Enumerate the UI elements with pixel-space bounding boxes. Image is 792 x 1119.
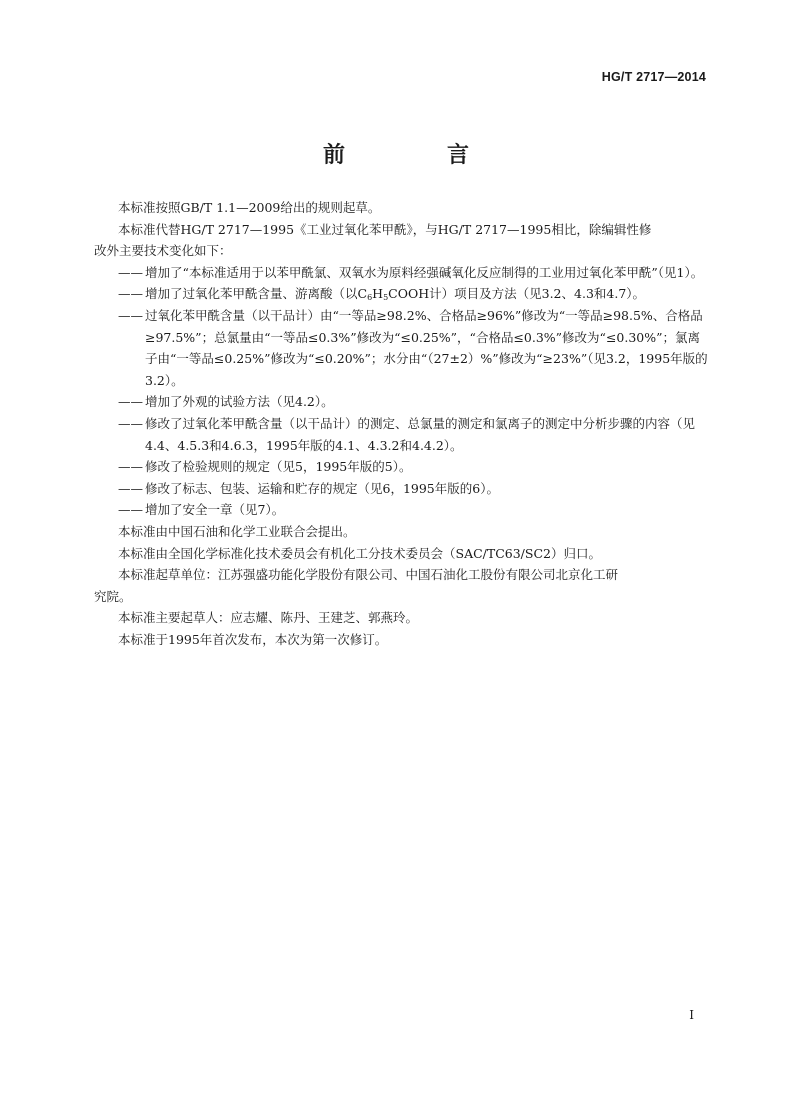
list-item-text: 修改了过氧化苯甲酰含量（以干品计）的测定、总氯量的测定和氯离子的测定中分析步骤的内容（见4.4、4.5.3和4.6.3，1995年版的4.1、4.3.2和4.4.2）。 bbox=[145, 415, 696, 453]
paragraph-continuation: 究院。 bbox=[94, 588, 132, 604]
list-item-text: 增加了“本标准适用于以苯甲酰氯、双氧水为原料经强碱氧化反应制得的工业用过氧化苯甲酰”（见1）。 bbox=[145, 264, 704, 280]
dash-marker: —— bbox=[118, 459, 143, 475]
list-item bbox=[118, 499, 712, 521]
paragraph bbox=[118, 219, 712, 241]
foreword-body bbox=[94, 197, 712, 650]
list-item bbox=[118, 478, 712, 500]
paragraph: 本标准由中国石油和化学工业联合会提出。 bbox=[118, 523, 356, 539]
list-item-text: 修改了检验规则的规定（见5，1995年版的5）。 bbox=[145, 459, 412, 475]
page-number: I bbox=[689, 1008, 694, 1022]
dash-marker: —— bbox=[118, 394, 143, 410]
dash-marker: —— bbox=[118, 286, 143, 302]
page-title: 前 言 bbox=[322, 142, 509, 168]
list-item bbox=[118, 391, 712, 413]
dash-marker: —— bbox=[118, 415, 143, 431]
dash-marker: —— bbox=[118, 264, 143, 280]
list-item bbox=[118, 456, 712, 478]
list-item bbox=[118, 305, 712, 391]
list-item-text: 增加了外观的试验方法（见4.2）。 bbox=[145, 394, 334, 410]
list-item bbox=[118, 262, 712, 284]
paragraph: 本标准主要起草人：应志耀、陈丹、王建芝、郭燕玲。 bbox=[118, 610, 419, 626]
standard-code: HG/T 2717—2014 bbox=[601, 70, 706, 84]
dash-marker: —— bbox=[118, 502, 143, 518]
dash-marker: —— bbox=[118, 307, 143, 323]
list-item-text: 增加了安全一章（见7）。 bbox=[145, 502, 285, 518]
list-item-text: 过氧化苯甲酰含量（以干品计）由“一等品≥98.2%、合格品≥96%”修改为“一等品≥98.5%、合格品≥97.5%”；总氯量由“一等品≤0.3%”修改为“≤0.25%”，“合格品≤0.3%”修改为“≤0.30%”；氯离子由“一等品≤0.25%”修改为“≤0.20%”；水分由“（27±2）%”修改为“≥23%”（见3.2，1995年版的3.2）。 bbox=[145, 307, 708, 388]
paragraph-continuation: 改外主要技术变化如下： bbox=[94, 243, 232, 259]
list-item-text: 增加了过氧化苯甲酰含量、游离酸（以$C_6H_5COOH$计）项目及方法（见3.2、4.3和4.7）。 bbox=[145, 286, 646, 303]
dash-marker: —— bbox=[118, 480, 143, 496]
list-item bbox=[118, 283, 712, 305]
paragraph-line: 本标准代替HG/T 2717—1995《工业过氧化苯甲酰》，与HG/T 2717—1995相比，除编辑性修 bbox=[118, 221, 652, 237]
paragraph: 本标准起草单位：江苏强盛功能化学股份有限公司、中国石油化工股份有限公司北京化工研 bbox=[118, 567, 619, 583]
list-item-text: 修改了标志、包装、运输和贮存的规定（见6，1995年版的6）。 bbox=[145, 480, 499, 496]
paragraph: 本标准按照GB/T 1.1—2009给出的规则起草。 bbox=[118, 200, 381, 215]
paragraph: 本标准由全国化学标准化技术委员会有机化工分技术委员会（SAC/TC63/SC2）归口。 bbox=[118, 545, 601, 561]
list-item bbox=[118, 413, 712, 456]
paragraph: 本标准于1995年首次发布，本次为第一次修订。 bbox=[118, 631, 388, 647]
